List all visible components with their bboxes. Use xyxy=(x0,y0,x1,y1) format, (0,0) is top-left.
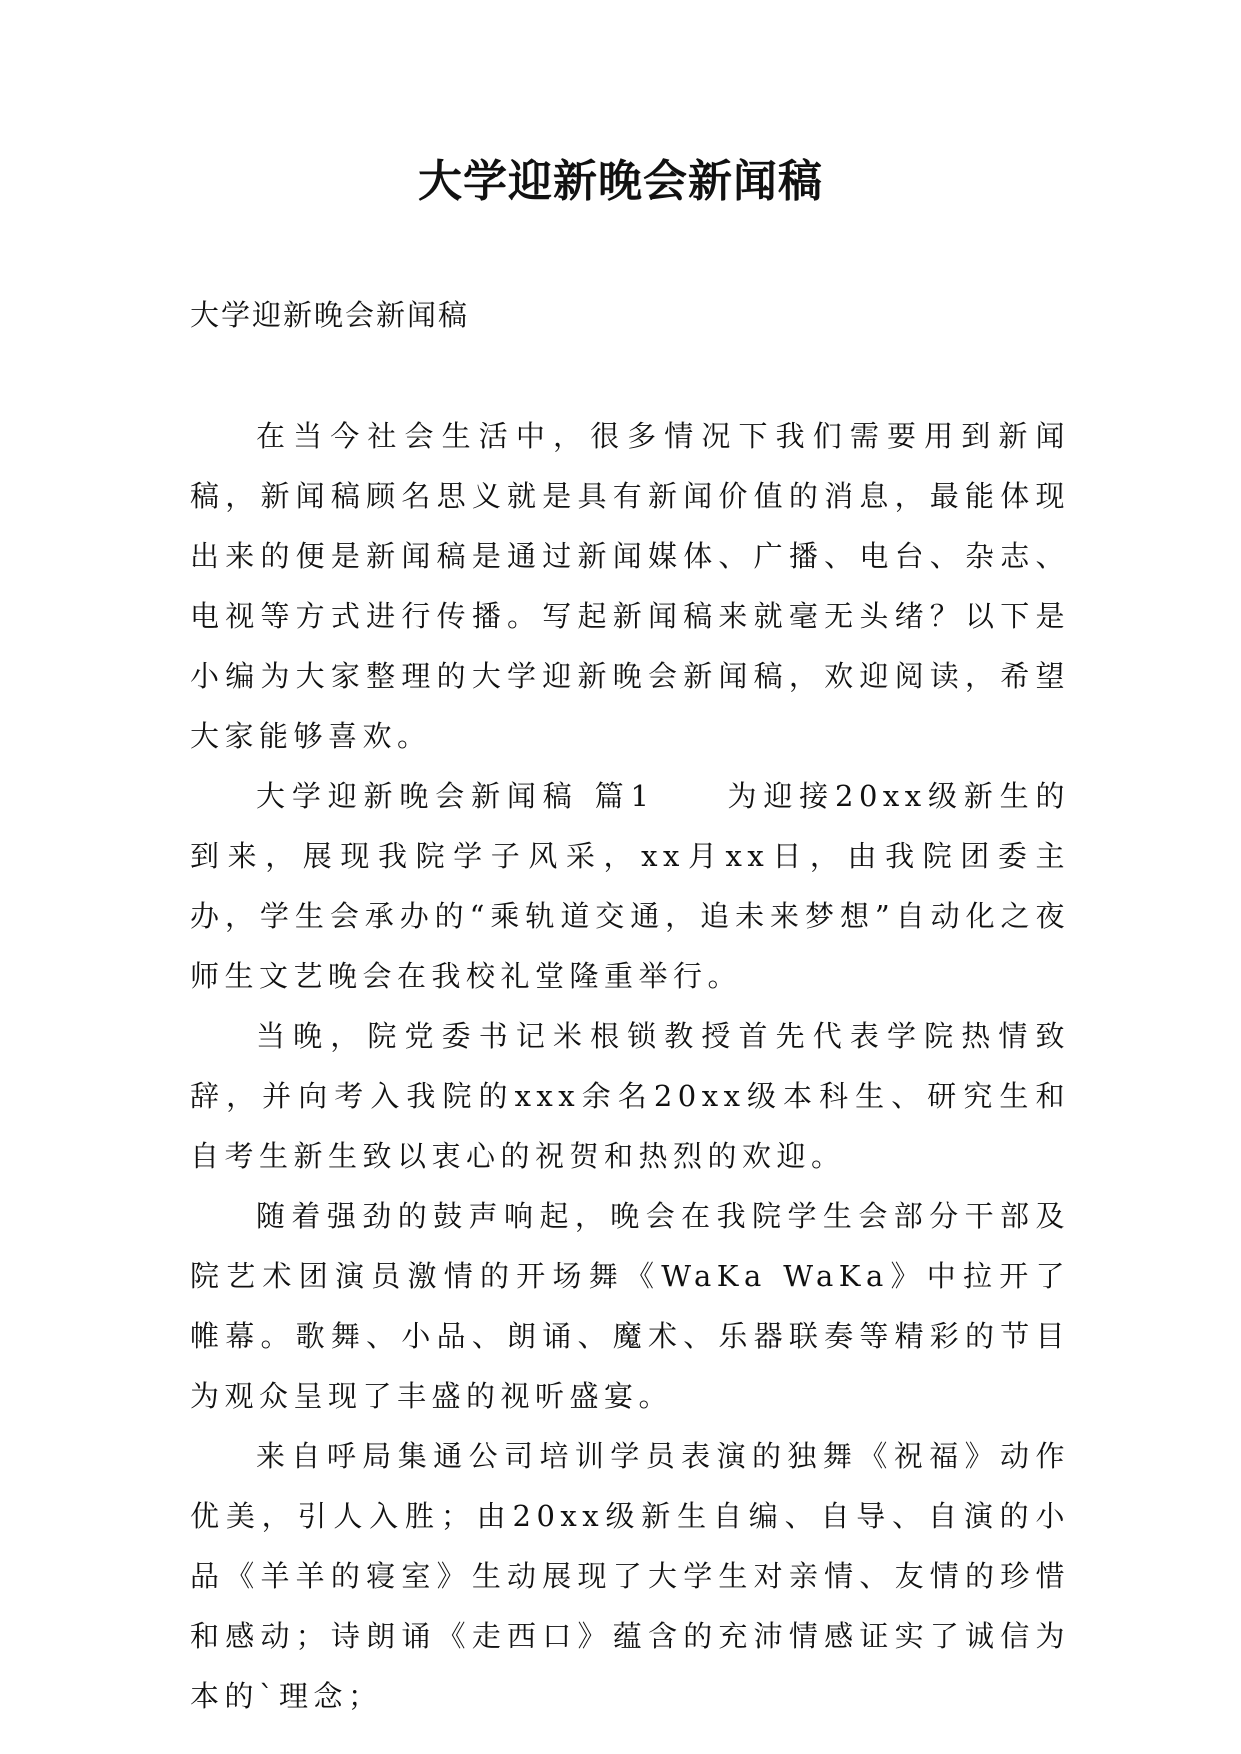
document-body xyxy=(190,406,1070,1726)
paragraph-intro: 在当今社会生活中，很多情况下我们需要用到新闻稿，新闻稿顾名思义就是具有新闻价值的消息，最能体现出来的便是新闻稿是通过新闻媒体、广播、电台、杂志、电视等方式进行传播。写起新闻稿来就毫无头绪？以下是小编为大家整理的大学迎新晚会新闻稿，欢迎阅读，希望大家能够喜欢。 xyxy=(190,419,1070,753)
paragraph-performances: 来自呼局集通公司培训学员表演的独舞《祝福》动作优美，引人入胜；由20xx级新生自编、自导、自演的小品《羊羊的寝室》生动展现了大学生对亲情、友情的珍惜和感动；诗朗诵《走西口》蕴含的充沛情感证实了诚信为本的`理念； xyxy=(190,1439,1070,1713)
paragraph-speech: 当晚，院党委书记米根锁教授首先代表学院热情致辞，并向考入我院的xxx余名20xx级本科生、研究生和自考生新生致以衷心的祝贺和热烈的欢迎。 xyxy=(190,1019,1070,1173)
paragraph-opening-dance: 随着强劲的鼓声响起，晚会在我院学生会部分干部及院艺术团演员激情的开场舞《WaKa WaKa》中拉开了帷幕。歌舞、小品、朗诵、魔术、乐器联奏等精彩的节目为观众呈现了丰盛的视听盛宴。 xyxy=(190,1199,1070,1413)
document-title: 大学迎新晚会新闻稿 xyxy=(418,156,823,207)
paragraph-section-1: 大学迎新晚会新闻稿 篇1 为迎接20xx级新生的到来，展现我院学子风采，xx月xx日，由我院团委主办，学生会承办的“乘轨道交通，追未来梦想”自动化之夜师生文艺晚会在我校礼堂隆重举行。 xyxy=(190,779,1070,993)
document-subtitle: 大学迎新晚会新闻稿 xyxy=(190,298,470,332)
